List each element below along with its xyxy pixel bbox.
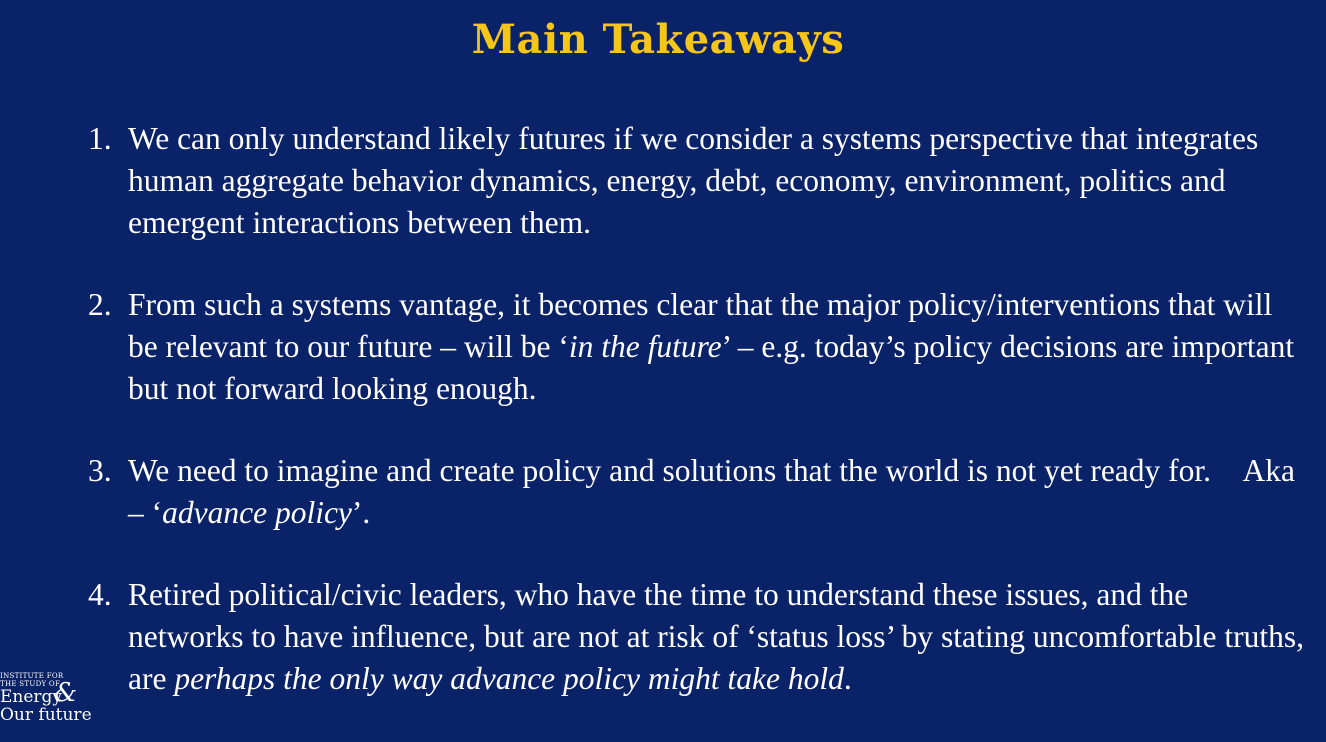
italic-segment: in the future	[568, 329, 722, 364]
takeaway-item	[88, 284, 1308, 410]
institute-logo	[0, 672, 90, 728]
italic-segment: advance policy	[162, 495, 352, 530]
text-segment: We need to imagine and create policy and solutions that the world is not yet ready for. Aka – ‘	[128, 453, 1296, 530]
logo-line-1: INSTITUTE FOR	[0, 672, 64, 680]
slide-title: Main Takeaways	[471, 16, 845, 63]
logo-line-2: THE STUDY OF	[0, 680, 61, 688]
item-number: 4.	[88, 577, 112, 612]
logo-line-3: Energy	[0, 687, 63, 707]
takeaway-item	[88, 450, 1308, 534]
text-segment: ’.	[351, 495, 371, 530]
item-text	[128, 574, 1308, 700]
item-text	[128, 284, 1308, 410]
item-number: 2.	[88, 287, 112, 322]
italic-segment: perhaps the only way advance policy might take hold	[174, 661, 844, 696]
takeaway-item	[88, 118, 1308, 244]
logo-ampersand: &	[54, 678, 78, 708]
text-segment: We can only understand likely futures if we consider a systems perspective that integrates human aggregate behavior dynamics, energy, debt, economy, environment, politics and emergent interactions between them.	[128, 121, 1259, 240]
text-segment: From such a systems vantage, it becomes clear that the major policy/interventions that will be relevant to our future – will be ‘	[128, 287, 1273, 364]
logo-line-4: Our future	[0, 705, 92, 725]
item-number: 1.	[88, 121, 112, 156]
text-segment: ’ – e.g. today’s policy decisions are important but not forward looking enough.	[128, 329, 1295, 406]
item-text	[128, 450, 1308, 534]
item-number: 3.	[88, 453, 112, 488]
takeaways-list	[88, 118, 1308, 700]
takeaway-item	[88, 574, 1308, 700]
text-segment: .	[843, 661, 852, 696]
item-text	[128, 118, 1308, 244]
text-segment: Retired political/civic leaders, who have the time to understand these issues, and the networks to have influence, but are not at risk of ‘status loss’ by stating uncomfortable truths, are	[128, 577, 1305, 696]
